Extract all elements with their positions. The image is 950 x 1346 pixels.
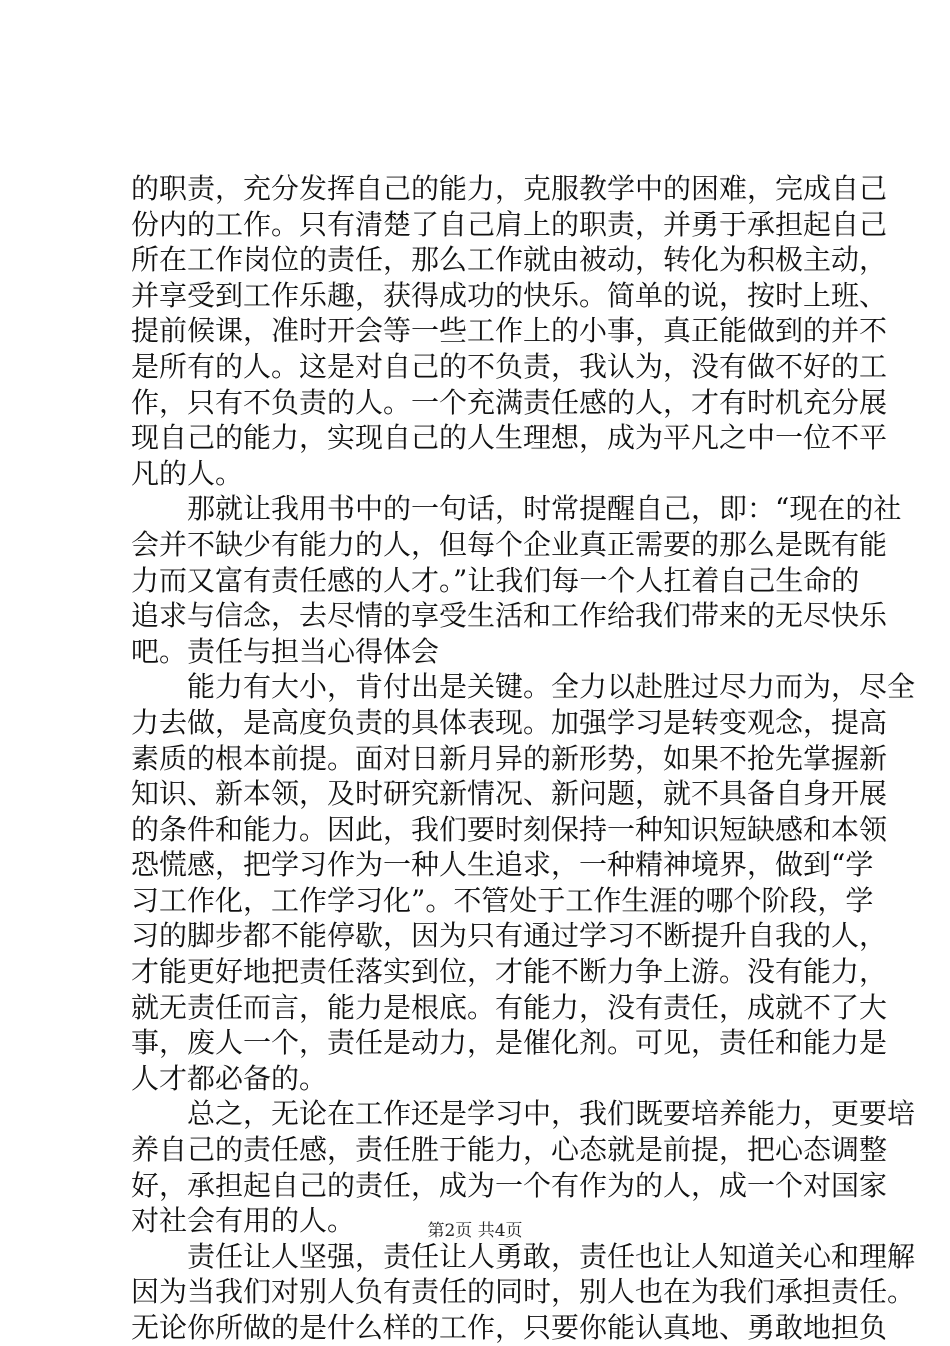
page-number-footer: 第2页 共4页 — [427, 1221, 523, 1241]
text-line: 责任让人坚强，责任让人勇敢，责任也让人知道关心和理解 — [131, 1239, 916, 1273]
text-line: 对社会有用的人。 — [131, 1204, 356, 1238]
text-line: 才能更好地把责任落实到位，才能不断力争上游。没有能力， — [131, 955, 888, 989]
document-body — [131, 171, 916, 1346]
text-line: 总之，无论在工作还是学习中，我们既要培养能力，更要培 — [131, 1097, 916, 1131]
text-line: 的条件和能力。因此，我们要时刻保持一种知识短缺感和本领 — [131, 812, 888, 846]
text-line: 追求与信念，去尽情的享受生活和工作给我们带来的无尽快乐 — [131, 599, 888, 633]
text-line: 能力有大小，肯付出是关键。全力以赴胜过尽力而为，尽全 — [131, 670, 916, 704]
text-line: 无论你所做的是什么样的工作，只要你能认真地、勇敢地担负 — [131, 1311, 888, 1344]
text-line: 力去做，是高度负责的具体表现。加强学习是转变观念，提高 — [131, 705, 888, 739]
text-line: 的职责，充分发挥自己的能力，克服教学中的困难，完成自己 — [131, 172, 888, 205]
text-line: 所在工作岗位的责任，那么工作就由被动，转化为积极主动， — [131, 243, 888, 277]
text-line: 现自己的能力，实现自己的人生理想，成为平凡之中一位不平 — [131, 421, 888, 455]
text-line: 养自己的责任感，责任胜于能力，心态就是前提，把心态调整 — [131, 1133, 888, 1167]
text-line: 素质的根本前提。面对日新月异的新形势，如果不抢先掌握新 — [131, 741, 888, 775]
text-line: 习工作化，工作学习化”。不管处于工作生涯的哪个阶段，学 — [131, 883, 874, 917]
text-line: 作，只有不负责的人。一个充满责任感的人，才有时机充分展 — [131, 385, 888, 419]
text-line: 力而又富有责任感的人才。”让我们每一个人扛着自己生命的 — [131, 563, 860, 597]
text-line: 人才都必备的。 — [131, 1061, 328, 1095]
text-line: 凡的人。 — [131, 456, 244, 490]
text-line: 会并不缺少有能力的人，但每个企业真正需要的那么是既有能 — [131, 527, 888, 561]
text-line: 并享受到工作乐趣，获得成功的快乐。简单的说，按时上班、 — [131, 278, 888, 312]
text-line: 就无责任而言，能力是根底。有能力，没有责任，成就不了大 — [131, 990, 888, 1024]
text-line: 份内的工作。只有清楚了自己肩上的职责，并勇于承担起自己 — [131, 207, 888, 241]
text-line: 那就让我用书中的一句话，时常提醒自己，即：“现在的社 — [131, 492, 902, 526]
text-line: 是所有的人。这是对自己的不负责，我认为，没有做不好的工 — [131, 349, 888, 383]
text-line: 知识、新本领，及时研究新情况、新问题，就不具备自身开展 — [131, 777, 888, 811]
text-line: 习的脚步都不能停歇，因为只有通过学习不断提升自我的人， — [131, 919, 888, 953]
text-line: 好，承担起自己的责任，成为一个有作为的人，成一个对国家 — [131, 1168, 888, 1202]
text-line: 事，废人一个，责任是动力，是催化剂。可见，责任和能力是 — [131, 1026, 888, 1060]
text-line: 因为当我们对别人负有责任的同时，别人也在为我们承担责任。 — [131, 1275, 916, 1309]
text-line: 恐慌感，把学习作为一种人生追求，一种精神境界，做到“学 — [131, 848, 874, 882]
text-line: 吧。责任与担当心得体会 — [131, 634, 440, 668]
text-line: 提前候课，准时开会等一些工作上的小事，真正能做到的并不 — [131, 314, 888, 348]
